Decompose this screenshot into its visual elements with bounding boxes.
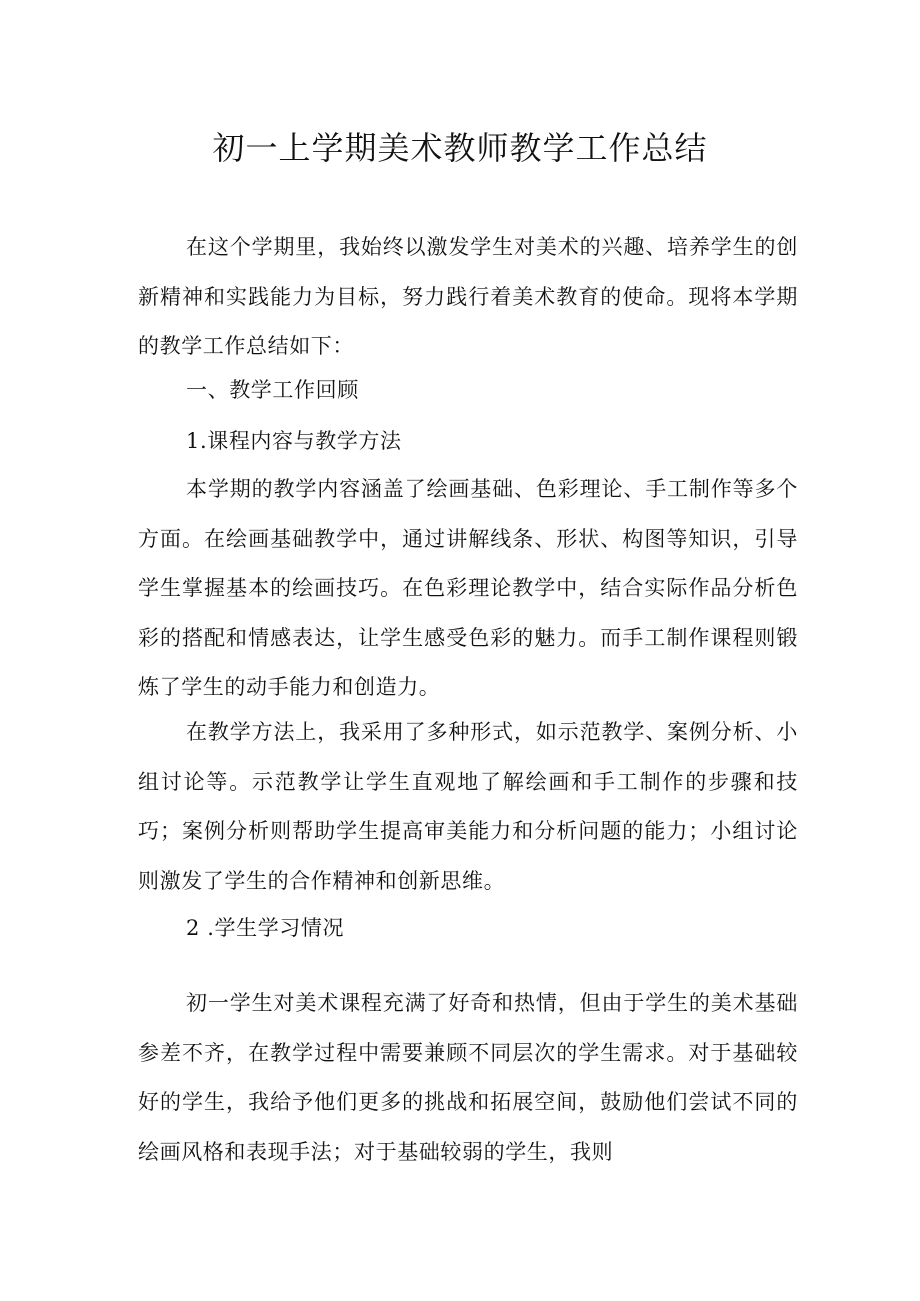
document-title: 初一上学期美术教师教学工作总结 xyxy=(212,129,708,167)
student-learning-paragraph: 初一学生对美术课程充满了好奇和热情，但由于学生的美术基础参差不齐，在教学过程中需要兼顾不同层次的学生需求。对于基础较好的学生，我给予他们更多的挑战和拓展空间，鼓励他们尝试不同的绘画风格和表现手法；对于基础较弱的学生，我则 xyxy=(138,991,798,1164)
subsection-heading-course-content: 1.课程内容与教学方法 xyxy=(186,429,402,453)
intro-paragraph: 在这个学期里，我始终以激发学生对美术的兴趣、培养学生的创新精神和实践能力为目标，努力践行着美术教育的使命。现将本学期的教学工作总结如下： xyxy=(138,235,798,358)
subsection-heading-student-learning: 2 .学生学习情况 xyxy=(186,916,345,940)
course-content-paragraph: 本学期的教学内容涵盖了绘画基础、色彩理论、手工制作等多个方面。在绘画基础教学中，通过讲解线条、形状、构图等知识，引导学生掌握基本的绘画技巧。在色彩理论教学中，结合实际作品分析色彩的搭配和情感表达，让学生感受色彩的魅力。而手工制作课程则锻炼了学生的动手能力和创造力。 xyxy=(138,477,798,699)
teaching-method-paragraph: 在教学方法上，我采用了多种形式，如示范教学、案例分析、小组讨论等。示范教学让学生直观地了解绘画和手工制作的步骤和技巧；案例分析则帮助学生提高审美能力和分析问题的能力；小组讨论则激发了学生的合作精神和创新思维。 xyxy=(138,720,798,893)
section-heading-teaching-review: 一、教学工作回顾 xyxy=(186,378,359,402)
